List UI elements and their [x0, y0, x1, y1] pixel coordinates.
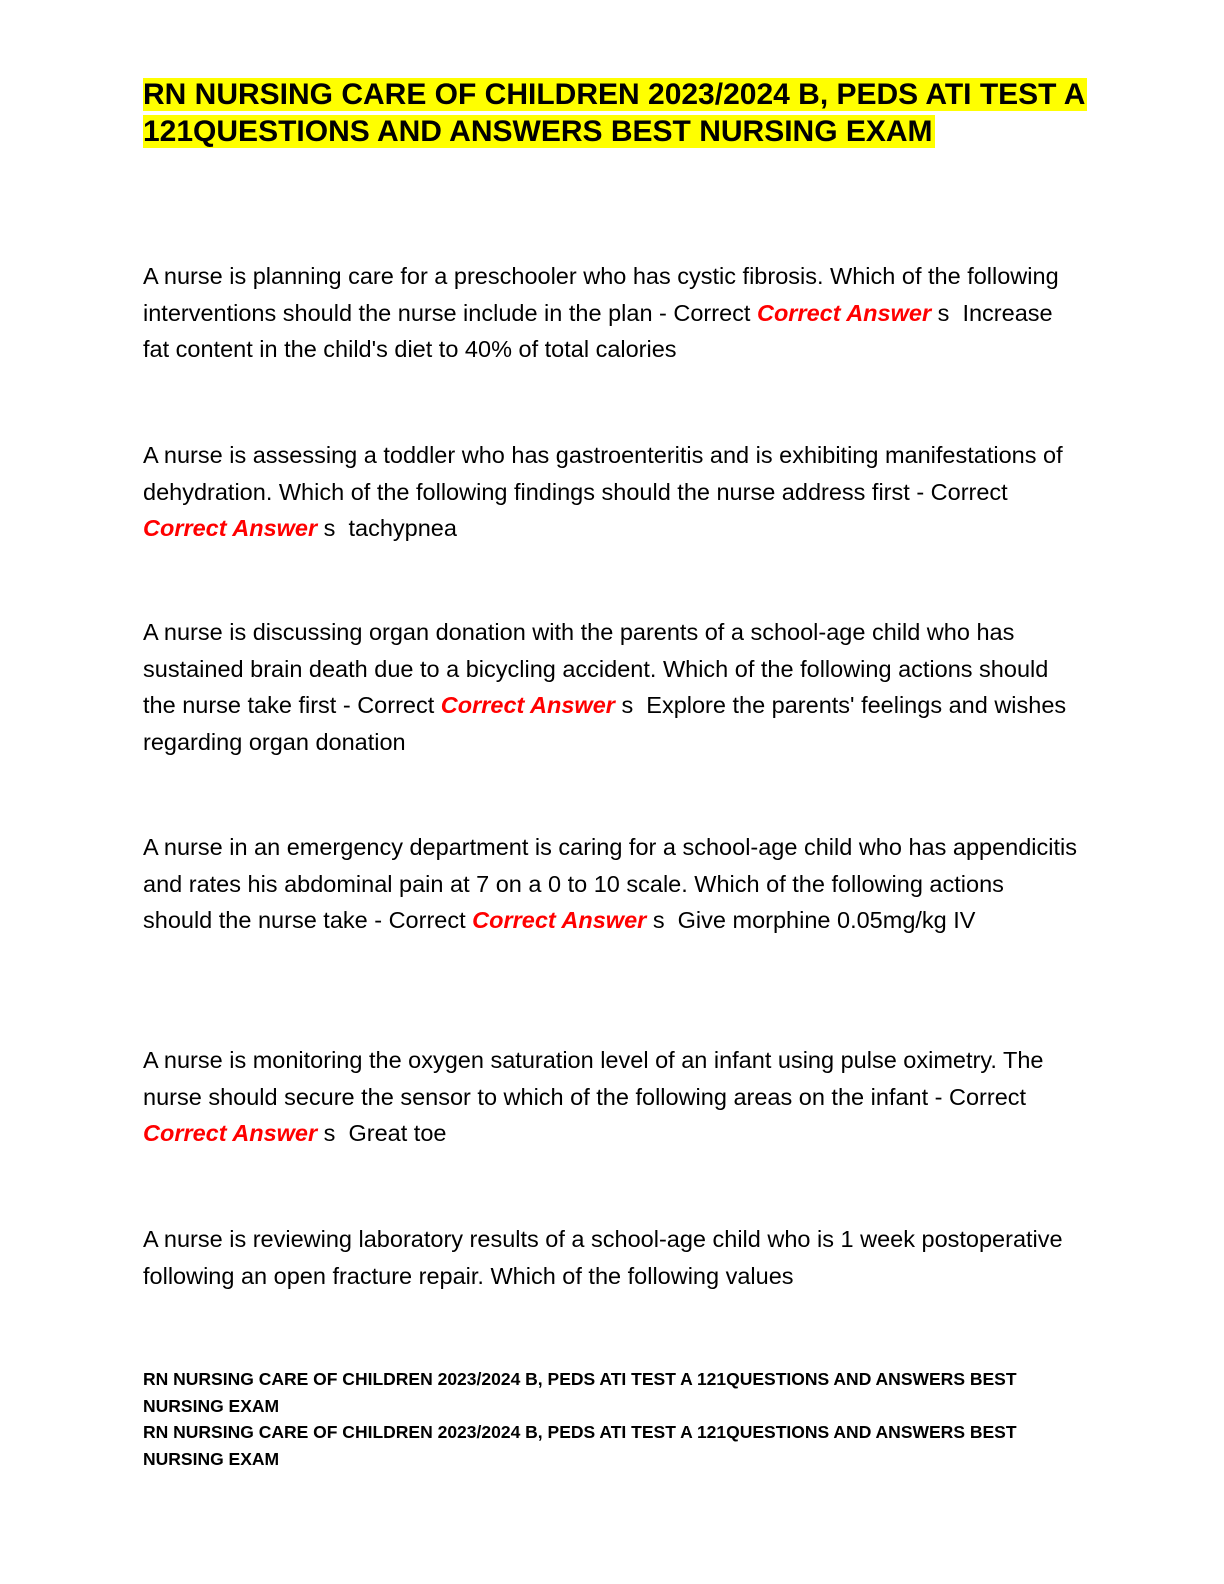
answer-suffix: s — [621, 692, 634, 719]
answer-suffix: s — [323, 515, 336, 542]
qa-item — [143, 614, 1078, 760]
answer-label: Correct Answer — [143, 515, 318, 542]
qa-item — [143, 829, 1078, 939]
question-text: A nurse is reviewing laboratory results of a school-age child who is 1 week postoperative following an open fracture repair. Which of the following values — [143, 1226, 1063, 1289]
answer-text: tachypnea — [348, 515, 457, 542]
question-text: A nurse is monitoring the oxygen saturation level of an infant using pulse oximetry. The nurse should secure the sensor to which of the following areas on the infant - Correct — [143, 1047, 1044, 1110]
qa-item — [143, 1042, 1078, 1152]
answer-label: Correct Answer — [440, 692, 615, 719]
answer-label: Correct Answer — [143, 1120, 318, 1147]
page-footer — [143, 1366, 1078, 1472]
qa-item — [143, 258, 1078, 368]
answer-suffix: s — [652, 907, 665, 934]
answer-text: Great toe — [348, 1120, 447, 1147]
question-text: A nurse is discussing organ donation with the parents of a school-age child who has sustained brain death due to a bicycling accident. Which of the following actions should the nurse take first - Correct — [143, 619, 1049, 719]
answer-suffix: s — [937, 299, 950, 326]
qa-item — [143, 1221, 1078, 1294]
question-text: A nurse in an emergency department is caring for a school-age child who has appendicitis and rates his abdominal pain at 7 on a 0 to 10 scale. Which of the following actions should the nurse take - Correct — [143, 834, 1077, 934]
answer-text: Give morphine 0.05mg/kg IV — [677, 907, 976, 934]
question-text: A nurse is assessing a toddler who has gastroenteritis and is exhibiting manifestations of dehydration. Which of the following findings should the nurse address first - Correct — [143, 442, 1063, 505]
answer-text: Increase fat content in the child's diet to 40% of total calories — [143, 299, 1053, 363]
question-text: A nurse is planning care for a preschooler who has cystic fibrosis. Which of the following interventions should the nurse include in the plan - Correct — [143, 263, 1059, 326]
title-highlight: RN NURSING CARE OF CHILDREN 2023/2024 B, PEDS ATI TEST A 121QUESTIONS AND ANSWERS BEST NURSING EXAM — [143, 78, 1086, 148]
answer-suffix: s — [323, 1120, 336, 1147]
footer-line: RN NURSING CARE OF CHILDREN 2023/2024 B, PEDS ATI TEST A 121QUESTIONS AND ANSWERS BEST NURSING EXAM — [143, 1422, 1017, 1469]
answer-label: Correct Answer — [756, 299, 932, 326]
qa-item — [143, 437, 1078, 547]
answer-text: Explore the parents' feelings and wishes regarding organ donation — [143, 692, 1067, 755]
footer-line: RN NURSING CARE OF CHILDREN 2023/2024 B, PEDS ATI TEST A 121QUESTIONS AND ANSWERS BEST NURSING EXAM — [143, 1369, 1017, 1416]
answer-label: Correct Answer — [472, 907, 647, 934]
document-title — [143, 76, 1103, 150]
